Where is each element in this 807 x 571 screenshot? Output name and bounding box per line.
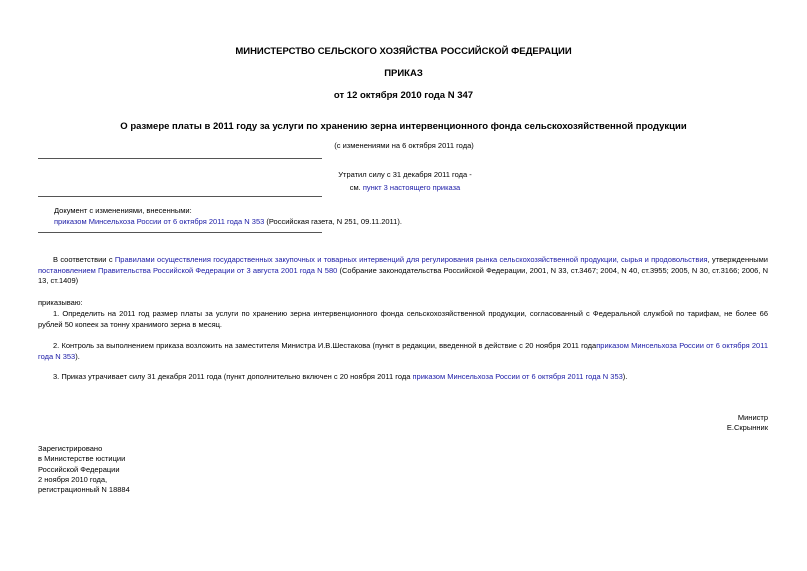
ministry-name: МИНИСТЕРСТВО СЕЛЬСКОГО ХОЗЯЙСТВА РОССИЙСКОЙ ФЕДЕРАЦИИ bbox=[235, 46, 572, 57]
status-reference bbox=[330, 183, 480, 193]
status-prefix: см. bbox=[349, 183, 363, 192]
order-item-1: 1. Определить на 2011 год размер платы за услуги по хранению зерна интервенционного фонда сельскохозяйственной продукции, согласованный с Федеральной службой по тарифам, не более 66 рублей 50 копеек за тонну хранимого зерна в месяц. bbox=[38, 309, 768, 329]
document-type: ПРИКАЗ bbox=[384, 68, 423, 79]
divider-line bbox=[38, 158, 322, 159]
registration-line: регистрационный N 18884 bbox=[38, 485, 130, 495]
registration-line: Зарегистрировано bbox=[38, 444, 103, 453]
preamble-text: (Собрание законодательства Российской Федерации, 2001, N 33, ст.3467; 2004, N 40, ст.3955; 2005, N 30, ст.3166; 2006, N 13, ст.1409) bbox=[38, 265, 768, 285]
amendments-label: Документ с изменениями, внесенными: bbox=[54, 206, 192, 215]
amendments-link[interactable]: приказом Минсельхоза России от 6 октября 2011 года N 353 bbox=[54, 217, 265, 226]
status-note bbox=[330, 170, 480, 193]
changes-note: (с изменениями на 6 октября 2011 года) bbox=[334, 141, 474, 150]
item-2-link[interactable]: приказом Минсельхоза России от 6 октября 2011 года N 353 bbox=[38, 341, 768, 361]
rules-link[interactable]: Правилами осуществления государственных закупочных и товарных интервенций для регулирования рынка сельскохозяйственной продукции, сырья и продовольствия bbox=[114, 255, 708, 264]
amendments-source: (Российская газета, N 251, 09.11.2011). bbox=[264, 217, 402, 226]
preamble-text: , утвержденными bbox=[707, 255, 768, 264]
item-2-text: 2. Контроль за выполнением приказа возложить на заместителя Министра И.В.Шестакова (пункт в редакции, введенной в действие с 20 ноября 2011 года bbox=[53, 341, 597, 350]
amendments-reference bbox=[54, 217, 414, 227]
item-3-end: ). bbox=[622, 372, 628, 381]
order-word: приказываю: bbox=[38, 298, 83, 307]
preamble-text: В соответствии с bbox=[53, 255, 115, 264]
status-line: Утратил силу с 31 декабря 2011 года - bbox=[338, 170, 472, 179]
registration-block bbox=[38, 444, 238, 495]
order-item-2 bbox=[38, 341, 768, 362]
resolution-link[interactable]: постановлением Правительства Российской Федерации от 3 августа 2001 года N 580 bbox=[38, 265, 338, 275]
item-3-link[interactable]: приказом Минсельхоза России от 6 октября 2011 года N 353 bbox=[412, 372, 623, 381]
signature-name: Е.Скрынник bbox=[726, 423, 768, 432]
registration-line: в Министерстве юстиции bbox=[38, 454, 126, 464]
registration-line: 2 ноября 2010 года, bbox=[38, 474, 108, 484]
document-title: О размере платы в 2011 году за услуги по хранению зерна интервенционного фонда сельскохозяйственной продукции bbox=[120, 121, 687, 132]
registration-line: Российской Федерации bbox=[38, 464, 120, 474]
document-date-number: от 12 октября 2010 года N 347 bbox=[333, 90, 474, 101]
preamble-paragraph bbox=[38, 255, 768, 287]
amendments-block bbox=[54, 206, 414, 227]
signature-block bbox=[660, 413, 768, 433]
divider-line bbox=[38, 232, 322, 233]
item-2-end: ). bbox=[75, 351, 80, 361]
divider-line bbox=[38, 196, 322, 197]
item-3-text: 3. Приказ утрачивает силу 31 декабря 2011 года (пункт дополнительно включен с 20 ноября 2011 года bbox=[53, 372, 413, 381]
signature-position: Министр bbox=[737, 413, 768, 422]
order-item-3 bbox=[38, 372, 768, 383]
status-link[interactable]: пункт 3 настоящего приказа bbox=[362, 183, 461, 192]
